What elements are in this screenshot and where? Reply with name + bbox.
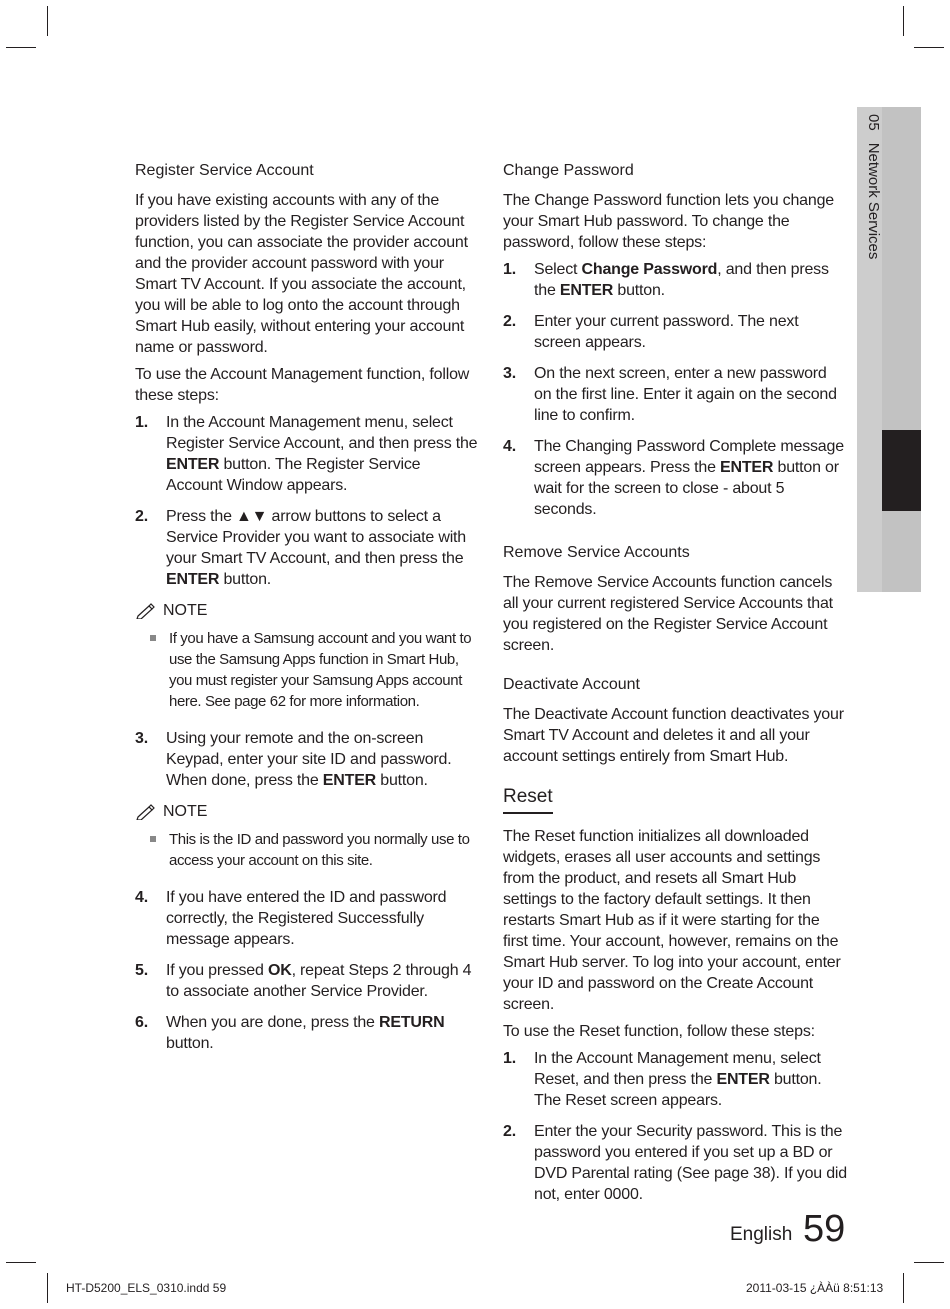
step-text: If you have entered the ID and password correctly, the Registered Successfully message appears. (166, 889, 447, 948)
step-text: button. The Register Service Account Window appears. (166, 456, 421, 494)
step-number: 1. (503, 261, 516, 278)
step-text: In the Account Management menu, select Reset, and then press the (534, 1050, 821, 1088)
step-number: 3. (503, 365, 516, 382)
paragraph: The Remove Service Accounts function cancels all your current registered Service Accounts that you registered on the Register Service Account screen. (503, 574, 833, 654)
step-number: 6. (135, 1014, 148, 1031)
crop-mark (6, 47, 36, 48)
list-item (503, 259, 848, 301)
crop-mark (914, 1262, 944, 1263)
pencil-note-icon (135, 804, 159, 820)
list-item (503, 1048, 848, 1111)
step-bold: Change Password (581, 261, 718, 278)
step-text: button. (219, 571, 272, 588)
crop-mark (47, 1273, 48, 1303)
list-item (503, 363, 848, 426)
list-item (503, 436, 848, 520)
steps-list (135, 887, 480, 1054)
left-column (135, 160, 480, 1064)
list-item (503, 1121, 848, 1205)
step-number: 2. (503, 1123, 516, 1140)
print-slug-date: 2011-03-15 ¿ÀÀü 8:51:13 (746, 1281, 884, 1295)
list-item (135, 506, 480, 590)
paragraph: To use the Reset function, follow these steps: (503, 1023, 815, 1040)
list-item (135, 1012, 480, 1054)
right-column (503, 160, 848, 1215)
note-label: NOTE (163, 803, 208, 820)
note-text: This is the ID and password you normally use to access your account on this site. (169, 831, 470, 869)
chapter-title: Network Services (865, 142, 882, 260)
step-bold: ENTER (166, 571, 220, 588)
step-number: 1. (503, 1050, 516, 1067)
list-item (135, 887, 480, 950)
footer-language: English (730, 1224, 793, 1245)
step-text: Select (534, 261, 582, 278)
step-text: Enter the your Security password. This is the password you entered if you set up a BD or DVD Parental rating (See page 38). If you did not, enter 0000. (534, 1123, 847, 1203)
step-bold: ENTER (322, 772, 377, 789)
step-text: On the next screen, enter a new password on the first line. Enter it again on the second line to confirm. (534, 365, 837, 424)
step-number: 2. (135, 508, 148, 525)
step-bold: ENTER (166, 456, 220, 473)
crop-mark (47, 6, 48, 36)
paragraph: If you have existing accounts with any of the providers listed by the Register Service Account function, you can associate the provider account and the provider account password with your Smart TV Account. If you associate the account, you will be able to log onto the account through Smart Hub easily, without entering your account name or password. (135, 192, 468, 356)
pencil-note-icon (135, 603, 159, 619)
note-item (135, 628, 480, 712)
list-item (135, 728, 480, 791)
step-text: button. (376, 772, 428, 789)
list-item (135, 960, 480, 1002)
step-number: 5. (135, 962, 148, 979)
steps-list (135, 412, 480, 590)
step-text: button. The Reset screen appears. (534, 1071, 822, 1109)
step-number: 2. (503, 313, 516, 330)
steps-list (503, 259, 848, 520)
step-bold: ENTER (720, 459, 774, 476)
list-item (135, 412, 480, 496)
step-text: Press the ▲▼ arrow buttons to select a Service Provider you want to associate with your Smart TV Account, and then press the (166, 508, 466, 567)
paragraph: The Deactivate Account function deactivates your Smart TV Account and deletes it and all your account settings entirely from Smart Hub. (503, 706, 844, 765)
steps-list (503, 1048, 848, 1205)
section-heading-change-password: Change Password (503, 162, 634, 179)
chapter-tab-marker (882, 430, 921, 511)
step-text: button. (166, 1035, 214, 1052)
steps-list (135, 728, 480, 791)
note-item (135, 829, 480, 871)
paragraph: The Change Password function lets you change your Smart Hub password. To change the password, follow these steps: (503, 192, 834, 251)
page-number: 59 (803, 1208, 846, 1250)
step-text: If you pressed (166, 962, 268, 979)
step-text: Enter your current password. The next screen appears. (534, 313, 799, 351)
step-text: The Changing Password Complete message screen appears. Press the (534, 438, 844, 476)
section-heading-register: Register Service Account (135, 162, 314, 179)
step-bold: RETURN (379, 1014, 445, 1031)
list-item (503, 311, 848, 353)
crop-mark (903, 6, 904, 36)
crop-mark (914, 47, 944, 48)
step-bold: ENTER (559, 282, 614, 299)
note-title (135, 600, 480, 622)
step-text: button or wait for the screen to close - about 5 seconds. (534, 459, 839, 518)
paragraph: The Reset function initializes all downloaded widgets, erases all user accounts and settings from the product, and resets all Smart Hub settings to the factory default settings. It then restarts Smart Hub as if it were starting for the first time. Your account, however, remains on the Smart Hub server. To log into your account, enter your ID and password on the Create Account screen. (503, 828, 841, 1013)
note-label: NOTE (163, 602, 208, 619)
section-heading-reset: Reset (503, 785, 553, 814)
section-heading-remove: Remove Service Accounts (503, 544, 690, 561)
crop-mark (903, 1273, 904, 1303)
step-text: In the Account Management menu, select Register Service Account, and then press the (166, 414, 478, 452)
paragraph: To use the Account Management function, follow these steps: (135, 366, 470, 404)
chapter-tab-label (865, 114, 882, 259)
step-bold: ENTER (716, 1071, 770, 1088)
crop-mark (6, 1262, 36, 1263)
note-box (135, 801, 480, 871)
note-title (135, 801, 480, 823)
step-number: 4. (503, 438, 516, 455)
print-slug-file: HT-D5200_ELS_0310.indd 59 (66, 1281, 227, 1295)
step-text: , and then press the (534, 261, 829, 299)
section-heading-deactivate: Deactivate Account (503, 676, 640, 693)
step-text: button. (613, 282, 665, 299)
note-box (135, 600, 480, 712)
step-text: Using your remote and the on-screen Keypad, enter your site ID and password. When done, press the (166, 730, 452, 789)
chapter-number: 05 (865, 114, 882, 131)
step-bold: OK (267, 962, 292, 979)
step-text: When you are done, press the (166, 1014, 379, 1031)
step-number: 1. (135, 414, 148, 431)
note-text: If you have a Samsung account and you want to use the Samsung Apps function in Smart Hub, you must register your Samsung Apps account here. See page 62 for more information. (169, 630, 472, 710)
step-number: 4. (135, 889, 148, 906)
step-number: 3. (135, 730, 148, 747)
step-text: , repeat Steps 2 through 4 to associate another Service Provider. (166, 962, 472, 1000)
